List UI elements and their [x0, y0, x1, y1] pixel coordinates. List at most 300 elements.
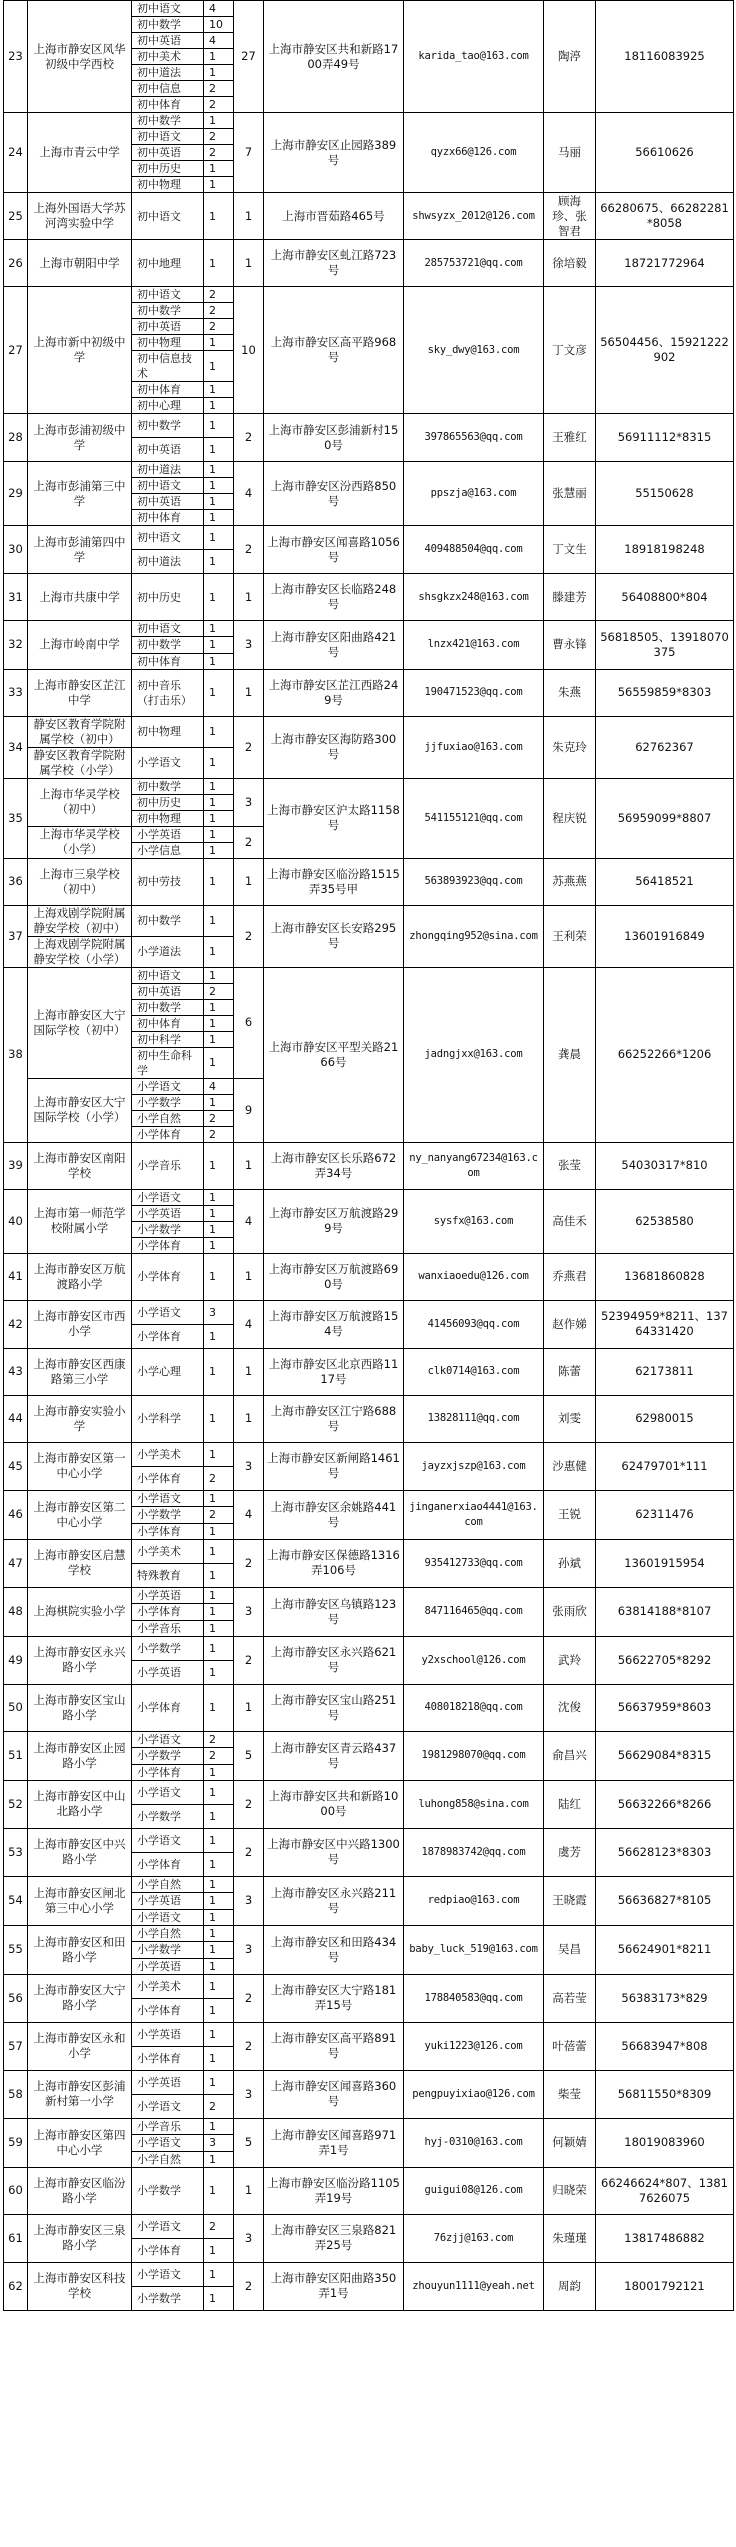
school-name: 上海市第一师范学校附属小学 [28, 1189, 132, 1253]
subject-count: 1 [204, 1539, 234, 1563]
subject-count: 1 [204, 1490, 234, 1506]
subject-count: 1 [204, 335, 234, 351]
school-name: 上海市华灵学校（小学） [28, 826, 132, 858]
row-number: 52 [4, 1780, 28, 1828]
subject-count: 1 [204, 1893, 234, 1909]
contact-email: 178840583@qq.com [404, 1974, 544, 2022]
contact-person: 乔燕君 [544, 1253, 596, 1300]
school-name: 上海市静安区和田路小学 [28, 1925, 132, 1974]
subject-name: 小学数学 [132, 1094, 204, 1110]
contact-phone: 62538580 [596, 1189, 734, 1253]
row-number: 61 [4, 2214, 28, 2262]
contact-phone: 18116083925 [596, 1, 734, 113]
school-name: 上海市静安区风华初级中学西校 [28, 1, 132, 113]
subtotal: 2 [234, 1974, 264, 2022]
contact-person: 高佳禾 [544, 1189, 596, 1253]
school-name: 上海市青云中学 [28, 113, 132, 193]
subject-name: 小学语文 [132, 1828, 204, 1852]
contact-phone: 66252266*1206 [596, 967, 734, 1142]
subtotal: 3 [234, 778, 264, 826]
row-number: 26 [4, 240, 28, 287]
contact-phone: 56637959*8603 [596, 1684, 734, 1731]
school-address: 上海市静安区芷江西路249号 [264, 669, 404, 716]
subject-count: 1 [204, 382, 234, 398]
table-row [4, 1731, 734, 1747]
subject-name: 小学英语 [132, 2022, 204, 2046]
school-address: 上海市静安区阳曲路350弄1号 [264, 2262, 404, 2310]
subject-name: 小学信息 [132, 842, 204, 858]
school-name: 上海市静安区彭浦新村第一小学 [28, 2070, 132, 2118]
subject-name: 小学音乐 [132, 1620, 204, 1636]
contact-person: 俞昌兴 [544, 1731, 596, 1780]
subject-name: 初中历史 [132, 794, 204, 810]
table-row [4, 414, 734, 438]
school-name: 上海市静安区启慧学校 [28, 1539, 132, 1587]
subject-name: 初中物理 [132, 716, 204, 747]
contact-email: sysfx@163.com [404, 1189, 544, 1253]
contact-person: 吴昌 [544, 1925, 596, 1974]
subtotal: 3 [234, 1587, 264, 1636]
subject-name: 小学自然 [132, 1925, 204, 1941]
subject-count: 2 [204, 1731, 234, 1747]
subject-count: 1 [204, 2167, 234, 2214]
contact-email: 1981298070@qq.com [404, 1731, 544, 1780]
row-number: 29 [4, 462, 28, 526]
contact-email: y2xschool@126.com [404, 1636, 544, 1684]
subject-name: 初中数学 [132, 637, 204, 653]
subject-count: 2 [204, 303, 234, 319]
contact-person: 王雅红 [544, 414, 596, 462]
subject-count: 1 [204, 1998, 234, 2022]
subtotal: 2 [234, 2022, 264, 2070]
subtotal: 1 [234, 1253, 264, 1300]
row-number: 62 [4, 2262, 28, 2310]
school-name: 上海戏剧学院附属静安学校（小学） [28, 936, 132, 967]
subject-name: 初中语文 [132, 526, 204, 550]
school-name: 静安区教育学院附属学校（初中） [28, 716, 132, 747]
contact-person: 程庆锐 [544, 778, 596, 858]
subject-name: 小学数学 [132, 2286, 204, 2310]
row-number: 32 [4, 621, 28, 670]
subject-name: 初中英语 [132, 145, 204, 161]
subtotal: 2 [234, 414, 264, 462]
contact-person: 周韵 [544, 2262, 596, 2310]
school-address: 上海市静安区余姚路441号 [264, 1490, 404, 1539]
school-address: 上海市静安区长临路248号 [264, 574, 404, 621]
subject-count: 1 [204, 936, 234, 967]
subject-name: 初中物理 [132, 810, 204, 826]
school-address: 上海市静安区北京西路1117号 [264, 1348, 404, 1395]
contact-email: 76zjj@163.com [404, 2214, 544, 2262]
contact-email: zhongqing952@sina.com [404, 905, 544, 967]
table-row [4, 905, 734, 936]
school-name: 上海市静安实验小学 [28, 1395, 132, 1442]
subtotal: 5 [234, 1731, 264, 1780]
subject-name: 初中语文 [132, 1, 204, 17]
row-number: 31 [4, 574, 28, 621]
subject-count: 1 [204, 1852, 234, 1876]
row-number: 27 [4, 287, 28, 414]
row-number: 59 [4, 2118, 28, 2167]
subject-count: 1 [204, 193, 234, 240]
contact-phone: 56418521 [596, 858, 734, 905]
contact-email: 541155121@qq.com [404, 778, 544, 858]
contact-phone: 62980015 [596, 1395, 734, 1442]
subject-count: 4 [204, 33, 234, 49]
subject-name: 小学道法 [132, 936, 204, 967]
contact-person: 龚晨 [544, 967, 596, 1142]
subject-count: 1 [204, 1828, 234, 1852]
school-address: 上海市静安区临汾路1105弄19号 [264, 2167, 404, 2214]
contact-phone: 56622705*8292 [596, 1636, 734, 1684]
subject-count: 1 [204, 1974, 234, 1998]
subtotal: 1 [234, 2167, 264, 2214]
subject-count: 1 [204, 65, 234, 81]
contact-phone: 56911112*8315 [596, 414, 734, 462]
subject-name: 初中语文 [132, 193, 204, 240]
table-row [4, 193, 734, 240]
school-name: 上海市静安区第一中心小学 [28, 1442, 132, 1490]
subject-count: 1 [204, 1660, 234, 1684]
school-name: 上海市静安区永和小学 [28, 2022, 132, 2070]
subject-name: 小学体育 [132, 1253, 204, 1300]
table-row [4, 1636, 734, 1660]
row-number: 53 [4, 1828, 28, 1876]
contact-person: 归晓荣 [544, 2167, 596, 2214]
subject-count: 2 [204, 2094, 234, 2118]
subject-name: 初中英语 [132, 438, 204, 462]
school-name: 上海市新中初级中学 [28, 287, 132, 414]
school-name: 上海市静安区西康路第三小学 [28, 1348, 132, 1395]
table-row [4, 1780, 734, 1804]
school-name: 上海市静安区南阳学校 [28, 1142, 132, 1189]
subject-count: 2 [204, 97, 234, 113]
subject-name: 初中美术 [132, 49, 204, 65]
subtotal: 2 [234, 2262, 264, 2310]
subject-name: 初中科学 [132, 1031, 204, 1047]
contact-phone: 56624901*8211 [596, 1925, 734, 1974]
row-number: 42 [4, 1300, 28, 1348]
row-number: 48 [4, 1587, 28, 1636]
table-row [4, 574, 734, 621]
row-number: 46 [4, 1490, 28, 1539]
school-address: 上海市静安区长安路295号 [264, 905, 404, 967]
subject-name: 小学英语 [132, 1205, 204, 1221]
subtotal: 2 [234, 1780, 264, 1828]
subject-count: 1 [204, 1189, 234, 1205]
subject-count: 2 [204, 129, 234, 145]
contact-phone: 66280675、66282281*8058 [596, 193, 734, 240]
contact-email: jayzxjszp@163.com [404, 1442, 544, 1490]
subject-name: 初中数学 [132, 905, 204, 936]
subject-name: 小学语文 [132, 1300, 204, 1324]
contact-person: 沙惠健 [544, 1442, 596, 1490]
school-name: 上海市静安区万航渡路小学 [28, 1253, 132, 1300]
subject-count: 1 [204, 2238, 234, 2262]
school-address: 上海市静安区临汾路1515弄35号甲 [264, 858, 404, 905]
subject-name: 初中物理 [132, 335, 204, 351]
subject-name: 小学科学 [132, 1395, 204, 1442]
contact-phone: 56632266*8266 [596, 1780, 734, 1828]
school-address: 上海市静安区虬江路723号 [264, 240, 404, 287]
table-row [4, 1395, 734, 1442]
contact-email: yuki1223@126.com [404, 2022, 544, 2070]
contact-phone: 13601916849 [596, 905, 734, 967]
school-address: 上海市静安区万航渡路299号 [264, 1189, 404, 1253]
subject-count: 1 [204, 967, 234, 983]
contact-phone: 55150628 [596, 462, 734, 526]
subject-count: 1 [204, 49, 234, 65]
contact-person: 王锐 [544, 1490, 596, 1539]
table-row [4, 1253, 734, 1300]
school-name: 上海市彭浦第三中学 [28, 462, 132, 526]
subject-name: 小学英语 [132, 1587, 204, 1603]
subject-count: 1 [204, 1324, 234, 1348]
subtotal: 2 [234, 716, 264, 778]
subject-name: 小学体育 [132, 1324, 204, 1348]
contact-email: guigui08@126.com [404, 2167, 544, 2214]
subject-name: 小学数学 [132, 1804, 204, 1828]
school-name: 上海市静安区大宁路小学 [28, 1974, 132, 2022]
row-number: 51 [4, 1731, 28, 1780]
table-row [4, 287, 734, 303]
contact-email: zhouyun1111@yeah.net [404, 2262, 544, 2310]
school-name: 上海市彭浦初级中学 [28, 414, 132, 462]
contact-phone: 56636827*8105 [596, 1876, 734, 1925]
table-row [4, 2070, 734, 2094]
subject-name: 初中数学 [132, 778, 204, 794]
subject-count: 1 [204, 1958, 234, 1974]
school-address: 上海市静安区三泉路821弄25号 [264, 2214, 404, 2262]
subject-count: 1 [204, 716, 234, 747]
contact-email: ny_nanyang67234@163.com [404, 1142, 544, 1189]
subject-name: 小学数学 [132, 2167, 204, 2214]
school-address: 上海市静安区共和新路1700弄49号 [264, 1, 404, 113]
school-name: 上海戏剧学院附属静安学校（初中） [28, 905, 132, 936]
subject-name: 初中历史 [132, 574, 204, 621]
subject-name: 初中数学 [132, 414, 204, 438]
table-row [4, 1684, 734, 1731]
row-number: 41 [4, 1253, 28, 1300]
subtotal: 6 [234, 967, 264, 1078]
subtotal: 1 [234, 858, 264, 905]
subject-name: 初中道法 [132, 65, 204, 81]
row-number: 44 [4, 1395, 28, 1442]
subject-name: 初中物理 [132, 177, 204, 193]
subtotal: 3 [234, 1925, 264, 1974]
table-row [4, 1876, 734, 1892]
subject-name: 小学美术 [132, 1974, 204, 1998]
subject-name: 初中体育 [132, 97, 204, 113]
subject-count: 1 [204, 2286, 234, 2310]
subject-name: 小学语文 [132, 1490, 204, 1506]
subject-count: 1 [204, 1237, 234, 1253]
table-row [4, 967, 734, 983]
contact-person: 高若莹 [544, 1974, 596, 2022]
subject-name: 初中数学 [132, 303, 204, 319]
contact-person: 武羚 [544, 1636, 596, 1684]
subject-name: 小学数学 [132, 1507, 204, 1523]
subject-name: 初中语文 [132, 129, 204, 145]
subject-count: 1 [204, 478, 234, 494]
table-row [4, 716, 734, 747]
contact-person: 曹永锋 [544, 621, 596, 670]
school-address: 上海市静安区宝山路251号 [264, 1684, 404, 1731]
contact-phone: 56610626 [596, 113, 734, 193]
school-address: 上海市静安区高平路968号 [264, 287, 404, 414]
subject-name: 初中数学 [132, 17, 204, 33]
subject-count: 1 [204, 1636, 234, 1660]
subject-count: 3 [204, 1300, 234, 1324]
school-address: 上海市静安区闻喜路1056号 [264, 526, 404, 574]
school-name: 上海市静安区中山北路小学 [28, 1780, 132, 1828]
table-row [4, 240, 734, 287]
school-address: 上海市静安区阳曲路421号 [264, 621, 404, 670]
contact-phone: 18918198248 [596, 526, 734, 574]
contact-person: 虞芳 [544, 1828, 596, 1876]
subject-name: 初中英语 [132, 33, 204, 49]
contact-person: 朱燕 [544, 669, 596, 716]
contact-email: lnzx421@163.com [404, 621, 544, 670]
contact-person: 徐培毅 [544, 240, 596, 287]
school-name: 上海外国语大学苏河湾实验中学 [28, 193, 132, 240]
contact-email: qyzx66@126.com [404, 113, 544, 193]
contact-phone: 56818505、13918070375 [596, 621, 734, 670]
table-row [4, 1348, 734, 1395]
school-address: 上海市静安区万航渡路154号 [264, 1300, 404, 1348]
subtotal: 1 [234, 193, 264, 240]
contact-person: 孙斌 [544, 1539, 596, 1587]
table-row [4, 1490, 734, 1506]
subject-name: 小学语文 [132, 2214, 204, 2238]
subject-count: 1 [204, 826, 234, 842]
contact-phone: 56383173*829 [596, 1974, 734, 2022]
table-row [4, 2214, 734, 2238]
subject-count: 2 [204, 1126, 234, 1142]
subject-count: 1 [204, 1684, 234, 1731]
subject-name: 小学英语 [132, 826, 204, 842]
subject-name: 小学语文 [132, 2262, 204, 2286]
subtotal: 3 [234, 2214, 264, 2262]
school-address: 上海市静安区长乐路672弄34号 [264, 1142, 404, 1189]
subject-count: 1 [204, 1031, 234, 1047]
subject-name: 小学数学 [132, 1748, 204, 1764]
row-number: 37 [4, 905, 28, 967]
row-number: 40 [4, 1189, 28, 1253]
contact-person: 滕建芳 [544, 574, 596, 621]
school-address: 上海市静安区汾西路850号 [264, 462, 404, 526]
contact-phone: 56811550*8309 [596, 2070, 734, 2118]
subject-name: 小学数学 [132, 1942, 204, 1958]
subtotal: 1 [234, 1395, 264, 1442]
contact-email: pengpuyixiao@126.com [404, 2070, 544, 2118]
contact-person: 赵作娣 [544, 1300, 596, 1348]
subject-count: 1 [204, 462, 234, 478]
subject-count: 1 [204, 526, 234, 550]
table-row [4, 2167, 734, 2214]
table-row [4, 858, 734, 905]
subject-count: 1 [204, 794, 234, 810]
school-name: 上海市彭浦第四中学 [28, 526, 132, 574]
subtotal: 2 [234, 1828, 264, 1876]
subject-count: 1 [204, 1604, 234, 1620]
subtotal: 1 [234, 240, 264, 287]
subject-name: 小学体育 [132, 1237, 204, 1253]
subject-count: 1 [204, 414, 234, 438]
subject-name: 初中体育 [132, 382, 204, 398]
subject-count: 1 [204, 1523, 234, 1539]
subtotal: 9 [234, 1078, 264, 1142]
row-number: 24 [4, 113, 28, 193]
contact-email: 285753721@qq.com [404, 240, 544, 287]
subject-name: 初中语文 [132, 287, 204, 303]
subject-count: 1 [204, 177, 234, 193]
subject-name: 小学体育 [132, 1126, 204, 1142]
subtotal: 3 [234, 1442, 264, 1490]
table-row [4, 2022, 734, 2046]
subject-name: 小学语文 [132, 747, 204, 778]
school-address: 上海市静安区彭浦新村150号 [264, 414, 404, 462]
table-row [4, 1587, 734, 1603]
contact-email: jinganerxiao4441@163.com [404, 1490, 544, 1539]
contact-email: luhong858@sina.com [404, 1780, 544, 1828]
subject-count: 1 [204, 1142, 234, 1189]
contact-person: 王利荣 [544, 905, 596, 967]
subject-count: 1 [204, 1221, 234, 1237]
school-name: 上海市静安区第二中心小学 [28, 1490, 132, 1539]
subject-count: 2 [204, 1507, 234, 1523]
row-number: 33 [4, 669, 28, 716]
subject-count: 1 [204, 1764, 234, 1780]
table-row [4, 1189, 734, 1205]
subject-name: 特殊教育 [132, 1563, 204, 1587]
contact-email: 847116465@qq.com [404, 1587, 544, 1636]
subtotal: 4 [234, 1300, 264, 1348]
contact-phone: 56559859*8303 [596, 669, 734, 716]
subject-count: 2 [204, 287, 234, 303]
subject-count: 2 [204, 319, 234, 335]
contact-phone: 18721772964 [596, 240, 734, 287]
subject-name: 初中劳技 [132, 858, 204, 905]
subject-name: 初中生命科学 [132, 1047, 204, 1078]
contact-phone: 18019083960 [596, 2118, 734, 2167]
subject-name: 小学语文 [132, 1909, 204, 1925]
subject-count: 1 [204, 747, 234, 778]
row-number: 50 [4, 1684, 28, 1731]
contact-phone: 62479701*111 [596, 1442, 734, 1490]
subject-count: 1 [204, 1205, 234, 1221]
row-number: 34 [4, 716, 28, 778]
subject-name: 小学语文 [132, 2135, 204, 2151]
subject-count: 1 [204, 1563, 234, 1587]
contact-phone: 63814188*8107 [596, 1587, 734, 1636]
school-address: 上海市静安区和田路434号 [264, 1925, 404, 1974]
contact-person: 陈蕾 [544, 1348, 596, 1395]
subject-count: 4 [204, 1, 234, 17]
contact-phone: 56628123*8303 [596, 1828, 734, 1876]
contact-phone: 18001792121 [596, 2262, 734, 2310]
school-address: 上海市静安区大宁路181弄15号 [264, 1974, 404, 2022]
subtotal: 3 [234, 1876, 264, 1925]
school-name: 上海市静安区中兴路小学 [28, 1828, 132, 1876]
row-number: 55 [4, 1925, 28, 1974]
subject-name: 小学体育 [132, 1684, 204, 1731]
school-address: 上海市静安区青云路437号 [264, 1731, 404, 1780]
contact-email: clk0714@163.com [404, 1348, 544, 1395]
contact-email: 409488504@qq.com [404, 526, 544, 574]
table-row [4, 669, 734, 716]
subject-count: 4 [204, 1078, 234, 1094]
